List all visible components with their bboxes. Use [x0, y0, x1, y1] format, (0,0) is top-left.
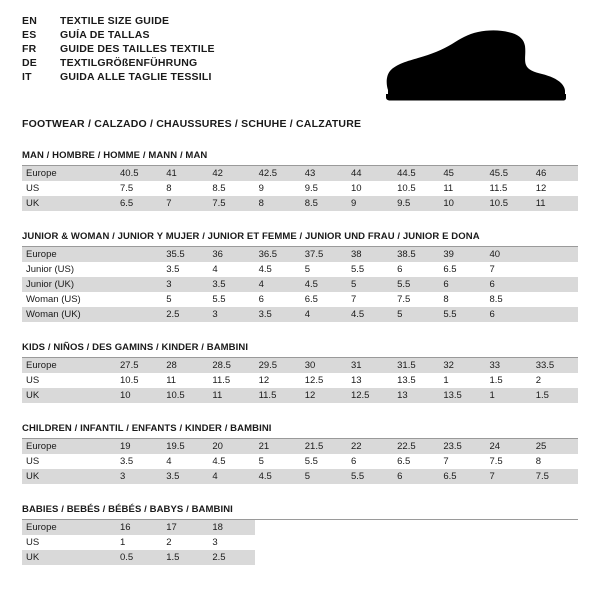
row-label: UK [22, 469, 116, 484]
size-cell: 6.5 [443, 264, 457, 275]
size-cell [532, 247, 578, 262]
size-cell: 7.5 [397, 294, 411, 305]
size-cell: 40.5 [116, 166, 162, 181]
size-cell: 45 [439, 166, 485, 181]
table-row [22, 262, 578, 277]
size-cell: 1 [486, 388, 532, 403]
size-cell: 6 [486, 277, 532, 292]
size-cell: 13 [393, 388, 439, 403]
size-cell: 4 [212, 264, 218, 275]
size-cell-empty [255, 535, 301, 550]
table-row [22, 166, 578, 181]
size-cell: 12 [258, 375, 270, 386]
size-cell: 19 [116, 439, 162, 454]
language-title-list [22, 16, 215, 86]
size-cell: 1 [120, 537, 126, 548]
size-cell-empty [486, 550, 532, 565]
block-title: BABIES / BEBÉS / BÉBÉS / BABYS / BAMBINI [22, 504, 578, 520]
size-cell: 3.5 [255, 307, 301, 322]
table-row [22, 469, 578, 484]
size-cell: 1.5 [162, 550, 208, 565]
size-cell: 33 [486, 358, 532, 373]
size-cell: 5.5 [212, 294, 226, 305]
size-cell: 3 [116, 469, 162, 484]
size-cell: 4.5 [301, 277, 347, 292]
size-cell: 11.5 [489, 183, 508, 194]
size-cell: 5 [393, 307, 439, 322]
size-cell: 6.5 [304, 294, 318, 305]
size-cell: 2 [535, 375, 541, 386]
size-cell: 46 [532, 166, 578, 181]
size-cell: 0.5 [116, 550, 162, 565]
size-cell: 8 [166, 183, 172, 194]
size-cell: 6 [393, 469, 439, 484]
size-cell: 22.5 [393, 439, 439, 454]
table-row [22, 373, 578, 388]
page-header [22, 16, 578, 104]
size-cell: 19.5 [162, 439, 208, 454]
row-label: UK [22, 388, 116, 403]
size-cell: 6 [350, 456, 357, 467]
size-cell: 2 [166, 537, 172, 548]
size-cell: 4 [208, 469, 254, 484]
size-block-junior-woman [22, 231, 578, 322]
table-row [22, 358, 578, 373]
size-cell: 4.5 [347, 307, 393, 322]
size-cell: 7.5 [489, 456, 503, 467]
size-cell: 38.5 [393, 247, 439, 262]
size-cell: 11 [208, 388, 254, 403]
table-row [22, 520, 578, 535]
size-cell: 8.5 [489, 294, 503, 305]
size-cell: 7 [162, 196, 208, 211]
size-cell: 5 [347, 277, 393, 292]
size-table [22, 439, 578, 484]
language-title: TEXTILE SIZE GUIDE [60, 15, 170, 27]
row-label: US [26, 456, 40, 467]
size-cell: 4 [301, 307, 347, 322]
language-title: GUIDE DES TAILLES TEXTILE [60, 43, 215, 55]
size-cell [116, 247, 162, 262]
size-cell: 39 [439, 247, 485, 262]
size-cell: 9 [347, 196, 393, 211]
language-code: ES [22, 29, 37, 41]
size-cell-empty [393, 550, 439, 565]
size-cell: 22 [347, 439, 393, 454]
size-cell: 10 [439, 196, 485, 211]
size-cell-empty [301, 520, 347, 535]
size-cell-empty [301, 550, 347, 565]
size-cell: 9 [258, 183, 264, 194]
size-cell-empty [347, 550, 393, 565]
table-row [22, 247, 578, 262]
size-cell: 11 [532, 196, 578, 211]
size-cell: 1.5 [489, 375, 503, 386]
size-cell: 6.5 [397, 456, 411, 467]
size-cell-empty [439, 520, 485, 535]
size-cell: 31 [347, 358, 393, 373]
size-cell: 12.5 [347, 388, 393, 403]
size-cell-empty [301, 535, 347, 550]
size-cell: 18 [208, 520, 254, 535]
size-cell: 4 [255, 277, 301, 292]
size-cell: 10.5 [120, 375, 139, 386]
size-cell: 13 [350, 375, 362, 386]
table-row [22, 535, 578, 550]
table-row [22, 277, 578, 292]
row-label: Europe [22, 247, 116, 262]
table-row [22, 181, 578, 196]
size-cell: 3.5 [166, 264, 180, 275]
size-cell-empty [486, 520, 532, 535]
size-cell: 4 [166, 456, 172, 467]
size-cell: 7 [489, 264, 495, 275]
size-cell: 7 [350, 294, 357, 305]
row-label: Europe [22, 358, 116, 373]
size-cell: 35.5 [162, 247, 208, 262]
size-cell: 10.5 [162, 388, 208, 403]
size-cell: 8 [535, 456, 541, 467]
language-row [22, 72, 215, 86]
size-cell: 5.5 [439, 307, 485, 322]
size-cell: 7.5 [532, 469, 578, 484]
size-cell: 11.5 [255, 388, 301, 403]
size-cell-empty [347, 535, 393, 550]
size-cell: 8 [443, 294, 449, 305]
row-label: Europe [22, 439, 116, 454]
size-cell: 36 [208, 247, 254, 262]
size-cell [532, 277, 578, 292]
size-cell: 7 [443, 456, 449, 467]
size-cell: 7 [486, 469, 532, 484]
size-cell: 45.5 [486, 166, 532, 181]
size-cell-empty [393, 535, 439, 550]
row-label: UK [22, 550, 116, 565]
size-cell-empty [347, 520, 393, 535]
size-table [22, 358, 578, 403]
size-cell: 6 [397, 264, 403, 275]
size-block-babies [22, 504, 578, 565]
size-cell: 2.5 [208, 550, 254, 565]
size-cell-empty [532, 520, 578, 535]
language-title: GUIDA ALLE TAGLIE TESSILI [60, 71, 212, 83]
size-cell: 17 [162, 520, 208, 535]
size-cell: 4.5 [258, 264, 272, 275]
size-cell: 5.5 [350, 264, 365, 275]
size-cell: 41 [162, 166, 208, 181]
size-cell: 11 [443, 183, 454, 194]
size-block-kids [22, 342, 578, 403]
size-cell: 38 [347, 247, 393, 262]
size-cell: 6.5 [116, 196, 162, 211]
size-cell: 1 [443, 375, 449, 386]
size-cell: 5.5 [304, 456, 318, 467]
language-code: IT [22, 71, 32, 83]
size-cell [116, 277, 162, 292]
language-row [22, 30, 215, 44]
size-cell-empty [532, 535, 578, 550]
dress-shoe-icon [372, 28, 572, 104]
table-row [22, 292, 578, 307]
size-cell: 2.5 [162, 307, 208, 322]
size-block-man [22, 150, 578, 211]
size-cell: 43 [301, 166, 347, 181]
size-cell: 7.5 [120, 183, 134, 194]
row-label: Europe [22, 520, 116, 535]
row-label: Junior (US) [26, 264, 75, 275]
size-cell: 30 [301, 358, 347, 373]
row-label: Woman (UK) [22, 307, 116, 322]
size-cell: 32 [439, 358, 485, 373]
row-label: US [26, 537, 40, 548]
size-cell-empty [255, 550, 301, 565]
size-cell: 24 [486, 439, 532, 454]
size-cell: 3 [162, 277, 208, 292]
size-cell-empty [439, 550, 485, 565]
size-cell: 8 [255, 196, 301, 211]
row-label: US [26, 183, 40, 194]
size-cell: 13.5 [397, 375, 416, 386]
size-cell: 5 [304, 264, 311, 275]
block-title: JUNIOR & WOMAN / JUNIOR Y MUJER / JUNIOR ET FEMME / JUNIOR UND FRAU / JUNIOR E DONA [22, 231, 578, 247]
size-cell [532, 292, 578, 307]
size-cell: 37.5 [301, 247, 347, 262]
size-cell: 3.5 [162, 469, 208, 484]
size-cell: 3 [208, 307, 254, 322]
size-cell: 16 [116, 520, 162, 535]
language-code: EN [22, 15, 37, 27]
size-cell: 36.5 [255, 247, 301, 262]
size-cell-empty [486, 535, 532, 550]
size-table [22, 166, 578, 211]
size-cell: 12.5 [304, 375, 324, 386]
size-cell: 13.5 [439, 388, 485, 403]
size-cell: 44.5 [393, 166, 439, 181]
size-table [22, 520, 578, 565]
size-cell: 44 [347, 166, 393, 181]
size-cell: 5 [301, 469, 347, 484]
size-cell: 4.5 [212, 456, 226, 467]
size-cell [532, 307, 578, 322]
size-cell: 6.5 [439, 469, 485, 484]
size-cell: 12 [301, 388, 347, 403]
category-title: FOOTWEAR / CALZADO / CHAUSSURES / SCHUHE / CALZATURE [22, 118, 362, 130]
size-cell: 6 [258, 294, 264, 305]
size-cell: 5 [166, 294, 172, 305]
language-row [22, 16, 215, 30]
size-cell: 6 [486, 307, 532, 322]
size-cell: 10 [116, 388, 162, 403]
row-label: Europe [22, 166, 116, 181]
language-code: FR [22, 43, 37, 55]
size-cell: 21.5 [301, 439, 347, 454]
size-cell: 10.5 [486, 196, 532, 211]
size-cell: 3.5 [120, 456, 134, 467]
size-cell: 11 [166, 375, 177, 386]
size-cell: 9.5 [393, 196, 439, 211]
size-cell: 10 [350, 183, 362, 194]
language-title: GUÍA DE TALLAS [60, 29, 150, 41]
size-cell: 8.5 [301, 196, 347, 211]
size-cell: 12 [535, 183, 547, 194]
row-label: Woman (US) [26, 294, 81, 305]
table-row [22, 196, 578, 211]
size-cell: 42.5 [255, 166, 301, 181]
size-cell: 4.5 [255, 469, 301, 484]
size-cell [116, 292, 162, 307]
size-cell: 28 [162, 358, 208, 373]
size-cell [116, 307, 162, 322]
size-cell: 21 [255, 439, 301, 454]
size-cell: 42 [208, 166, 254, 181]
size-cell: 5.5 [347, 469, 393, 484]
size-cell: 9.5 [304, 183, 318, 194]
size-cell [116, 262, 162, 277]
size-cell: 8.5 [212, 183, 226, 194]
language-row [22, 58, 215, 72]
table-row [22, 388, 578, 403]
size-cell: 27.5 [116, 358, 162, 373]
table-row [22, 307, 578, 322]
size-table [22, 247, 578, 322]
size-cell: 40 [486, 247, 532, 262]
size-cell: 23.5 [439, 439, 485, 454]
block-title: MAN / HOMBRE / HOMME / MANN / MAN [22, 150, 578, 166]
size-cell: 3.5 [208, 277, 254, 292]
table-row [22, 439, 578, 454]
block-title: CHILDREN / INFANTIL / ENFANTS / KINDER / BAMBINI [22, 423, 578, 439]
size-block-children [22, 423, 578, 484]
size-cell: 7.5 [208, 196, 254, 211]
size-cell: 1.5 [532, 388, 578, 403]
size-cell-empty [393, 520, 439, 535]
table-row [22, 550, 578, 565]
size-cell: 29.5 [255, 358, 301, 373]
language-code: DE [22, 57, 37, 69]
size-cell [532, 262, 578, 277]
size-cell: 33.5 [532, 358, 578, 373]
size-cell: 6 [439, 277, 485, 292]
row-label: UK [22, 196, 116, 211]
size-cell: 5 [258, 456, 264, 467]
size-cell: 25 [532, 439, 578, 454]
size-cell: 28.5 [208, 358, 254, 373]
row-label: Junior (UK) [22, 277, 116, 292]
row-label: US [26, 375, 40, 386]
language-title: TEXTILGRÖßENFÜHRUNG [60, 57, 198, 69]
table-row [22, 454, 578, 469]
language-row [22, 44, 215, 58]
size-cell: 20 [208, 439, 254, 454]
size-cell: 11.5 [212, 375, 231, 386]
size-cell-empty [255, 520, 301, 535]
size-cell: 3 [212, 537, 218, 548]
block-title: KIDS / NIÑOS / DES GAMINS / KINDER / BAMBINI [22, 342, 578, 358]
size-cell: 10.5 [397, 183, 416, 194]
size-cell: 5.5 [393, 277, 439, 292]
size-cell-empty [532, 550, 578, 565]
size-cell-empty [439, 535, 485, 550]
size-cell: 31.5 [393, 358, 439, 373]
